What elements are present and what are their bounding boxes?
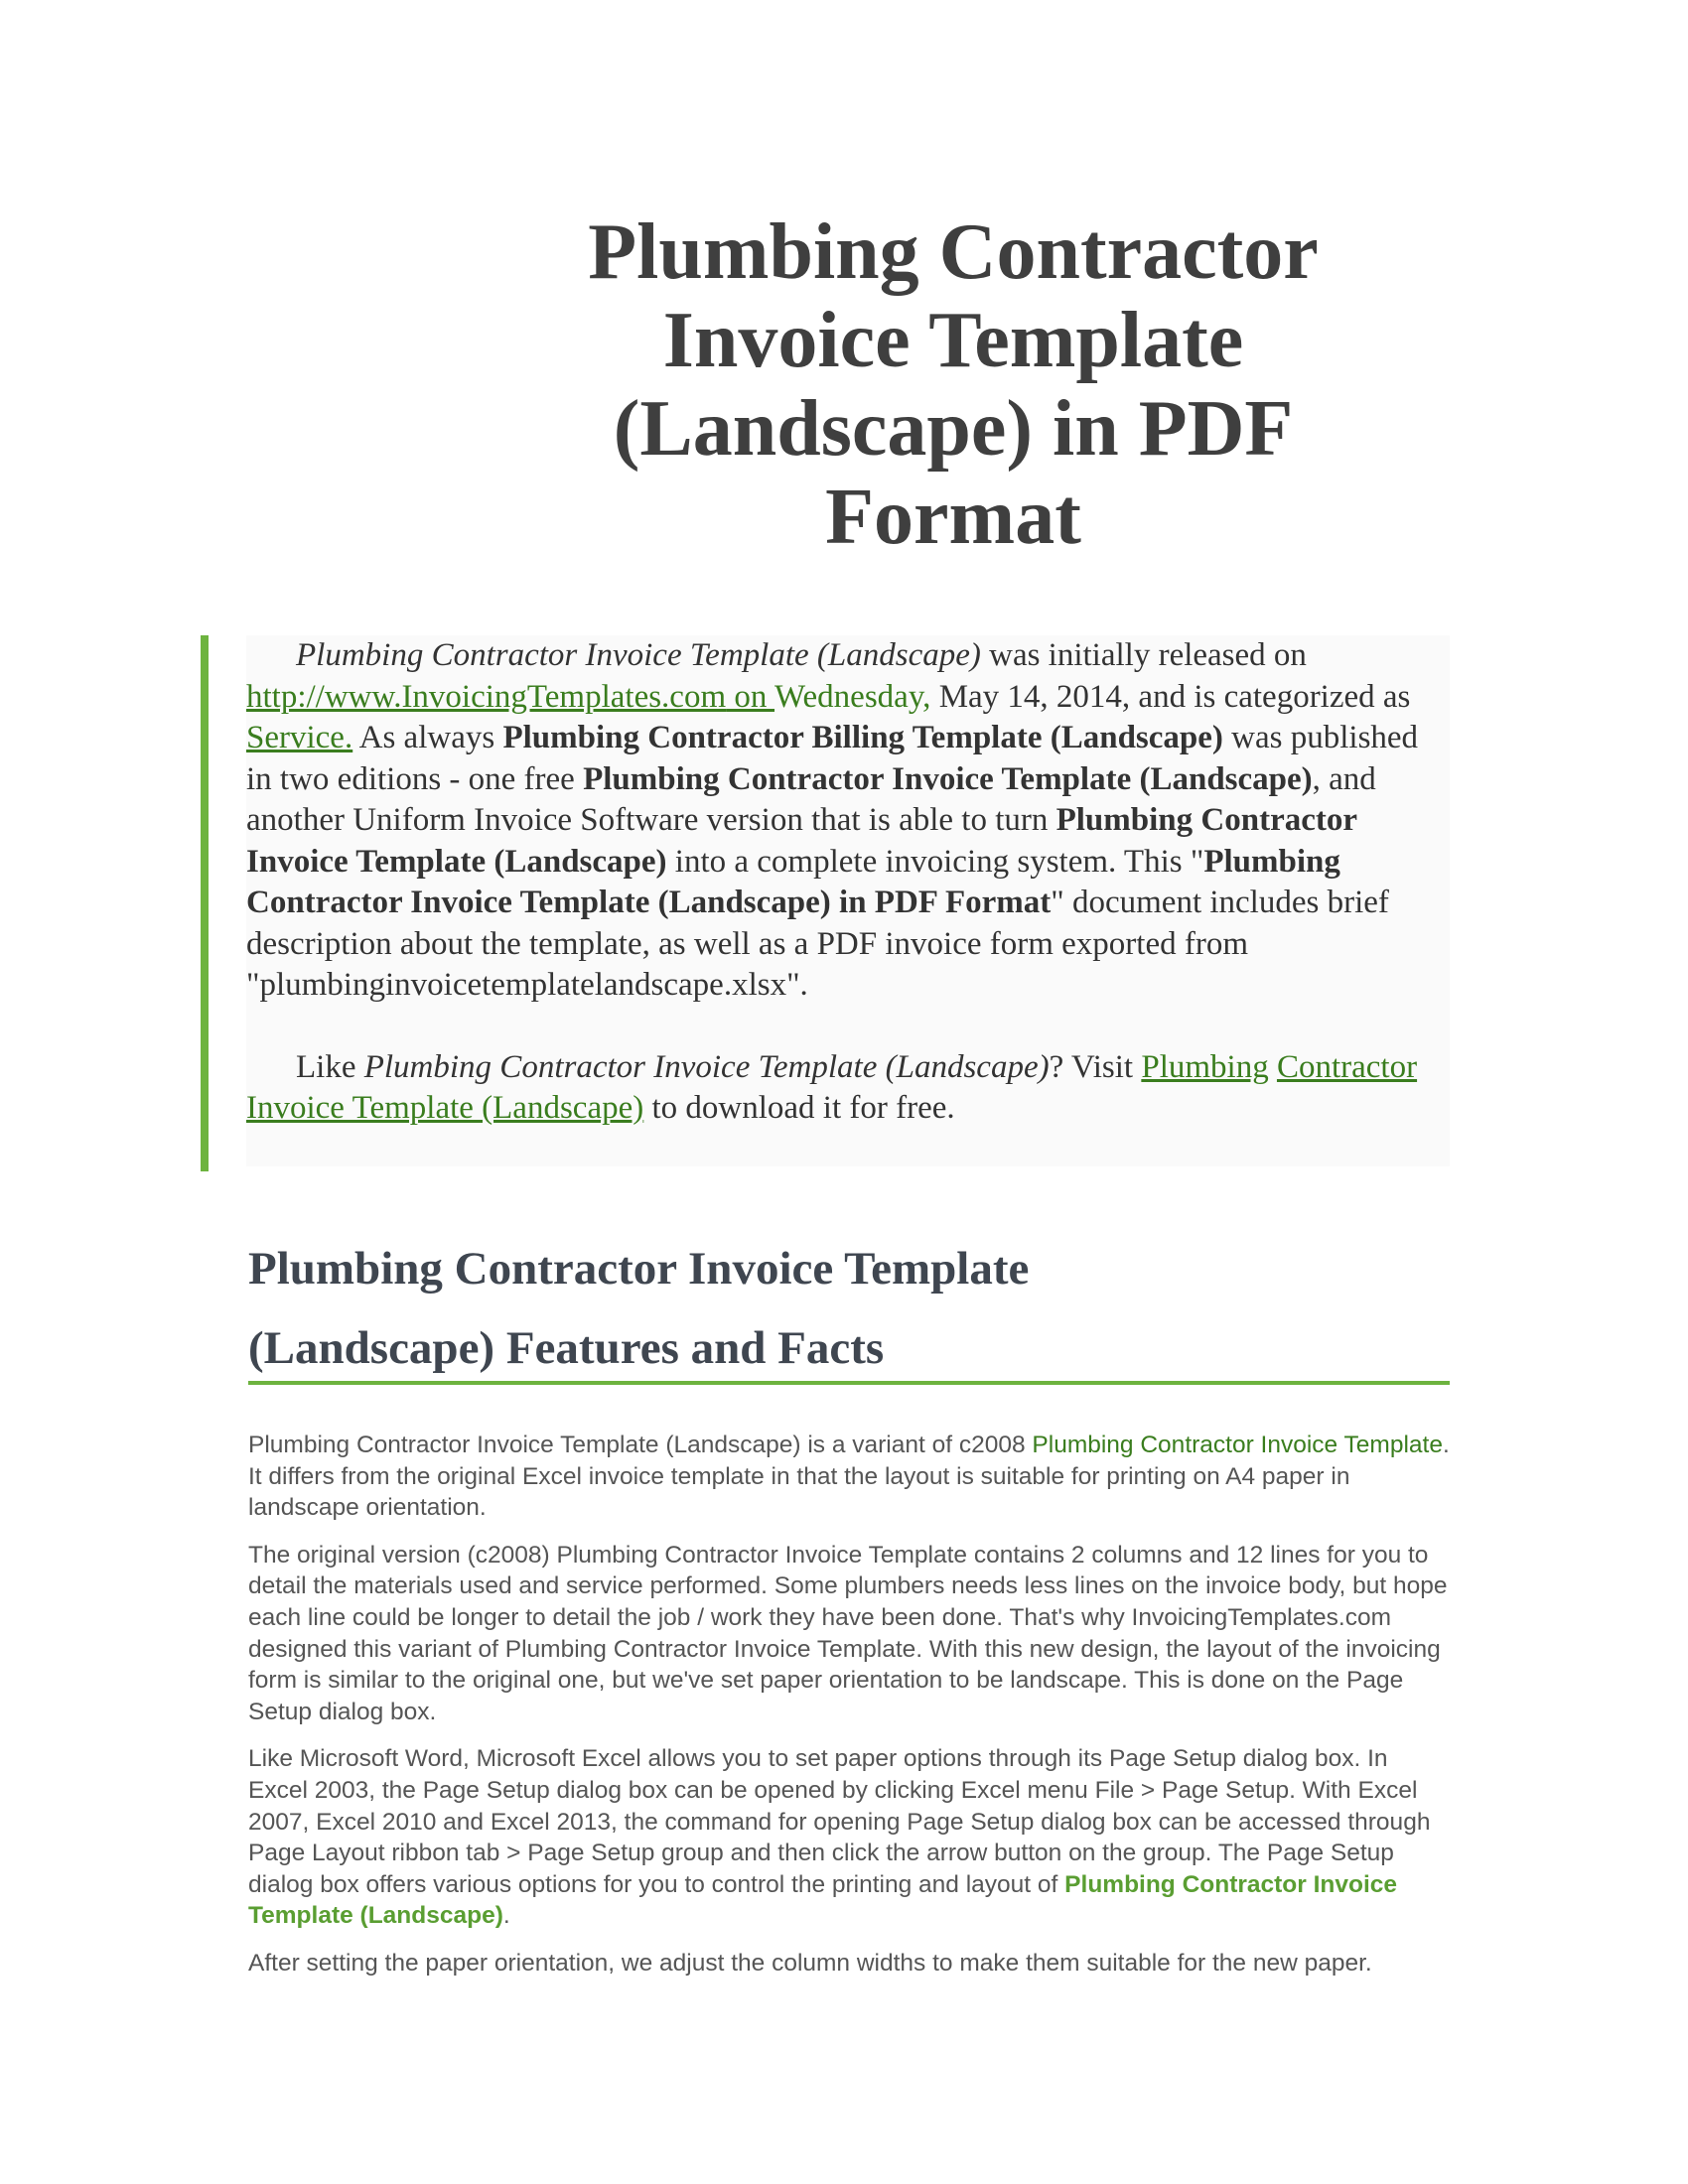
on-link[interactable]: on — [726, 678, 775, 715]
intro-text: May 14, 2014, and is categorized as — [930, 678, 1411, 715]
body-paragraph: The original version (c2008) Plumbing Contractor Invoice Template contains 2 columns and 12 lines for you to detail the materials used and service performed. Some plumbers needs less lines on the invoice body, but hope each line could be longer to detail the job / work they have been done. That's why InvoicingTemplates.com designed this variant of Plumbing Contractor Invoice Template. With this new design, the layout of the invoicing form is similar to the original one, but we've set paper orientation to be landscape. This is done on the Page Setup dialog box. — [248, 1541, 1448, 1725]
section-heading-line: (Landscape) Features and Facts — [248, 1322, 885, 1374]
page-title-line: Format — [825, 474, 1081, 561]
features-body — [248, 1430, 1450, 1995]
body-paragraph: After setting the paper orientation, we adjust the column widths to make them suitable for the new paper. — [248, 1949, 1372, 1977]
page-title — [556, 208, 1350, 562]
c2008-template-link[interactable]: Plumbing Contractor Invoice Template — [1032, 1432, 1443, 1458]
page-title-line: (Landscape) in PDF — [613, 385, 1294, 473]
body-paragraph — [248, 1430, 1450, 1524]
template-bold-link[interactable]: Plumbing Contractor Invoice Template (Landscape) — [248, 1870, 1398, 1930]
download-link-template[interactable]: Contractor Invoice Template (Landscape) — [246, 1048, 1418, 1126]
invoicing-templates-link[interactable]: http://www.InvoicingTemplates.com — [246, 678, 727, 715]
intro-text: , and another Uniform Invoice Software version that is able to turn — [246, 760, 1376, 838]
intro-text: " document includes brief description about the template, as well as a PDF invoice form exported from "plumbinginvoicetemplatelandscape.xlsx". — [246, 885, 1389, 1003]
intro-bold: Plumbing Contractor Invoice Template (Landscape) — [583, 760, 1313, 797]
section-heading-rule — [248, 1381, 1450, 1385]
intro-text: to download it for free. — [643, 1090, 955, 1126]
section-heading-line: Plumbing Contractor Invoice Template — [248, 1243, 1030, 1295]
intro-template-name: Plumbing Contractor Invoice Template (Landscape) — [363, 1048, 1050, 1085]
intro-block — [246, 635, 1450, 1166]
body-paragraph — [248, 1743, 1450, 1932]
page-title-line: Invoice Template — [662, 297, 1244, 384]
intro-text: Like — [296, 1048, 364, 1085]
intro-paragraph — [246, 635, 1450, 1007]
release-weekday: Wednesday, — [774, 678, 931, 715]
intro-paragraph-visit — [246, 1047, 1450, 1130]
body-text: . — [502, 1902, 510, 1930]
intro-template-name: Plumbing Contractor Invoice Template (Landscape) — [296, 637, 981, 673]
body-text: Like Microsoft Word, Microsoft Excel allows you to set paper options through its Page Setup dialog box. In Excel 2003, the Page Setup dialog box can be opened by clicking Excel menu File > Page Setup. With Excel 2007, Excel 2010 and Excel 2013, the command for opening Page Setup dialog box can be accessed through Page Layout ribbon tab > Page Setup group and then click the arrow button on the group. The Page Setup dialog box offers various options for you to control the printing and layout of — [248, 1745, 1431, 1898]
intro-bold: Plumbing Contractor Invoice Template (Landscape) — [246, 802, 1357, 880]
intro-bold: Plumbing Contractor Billing Template (Landscape) — [502, 720, 1223, 755]
download-link-plumbing[interactable]: Plumbing — [1141, 1048, 1269, 1085]
page-title-line: Plumbing Contractor — [588, 208, 1319, 296]
body-text: . It differs from the original Excel invoice template in that the layout is suitable for printing on A4 paper in landscape orientation. — [248, 1432, 1450, 1522]
intro-text: As always — [352, 720, 503, 755]
intro-text: was initially released on — [980, 637, 1307, 673]
body-text: Plumbing Contractor Invoice Template (Landscape) is a variant of c2008 — [248, 1432, 1033, 1458]
intro-accent-bar — [201, 635, 209, 1171]
section-heading — [248, 1229, 1450, 1388]
intro-text: was published in two editions - one free — [246, 720, 1419, 797]
intro-text: into a complete invoicing system. This " — [666, 843, 1204, 880]
category-link[interactable]: Service. — [246, 720, 353, 755]
intro-text: ? Visit — [1049, 1048, 1142, 1085]
intro-bold: Plumbing Contractor Invoice Template (Landscape) in PDF Format — [246, 843, 1340, 920]
